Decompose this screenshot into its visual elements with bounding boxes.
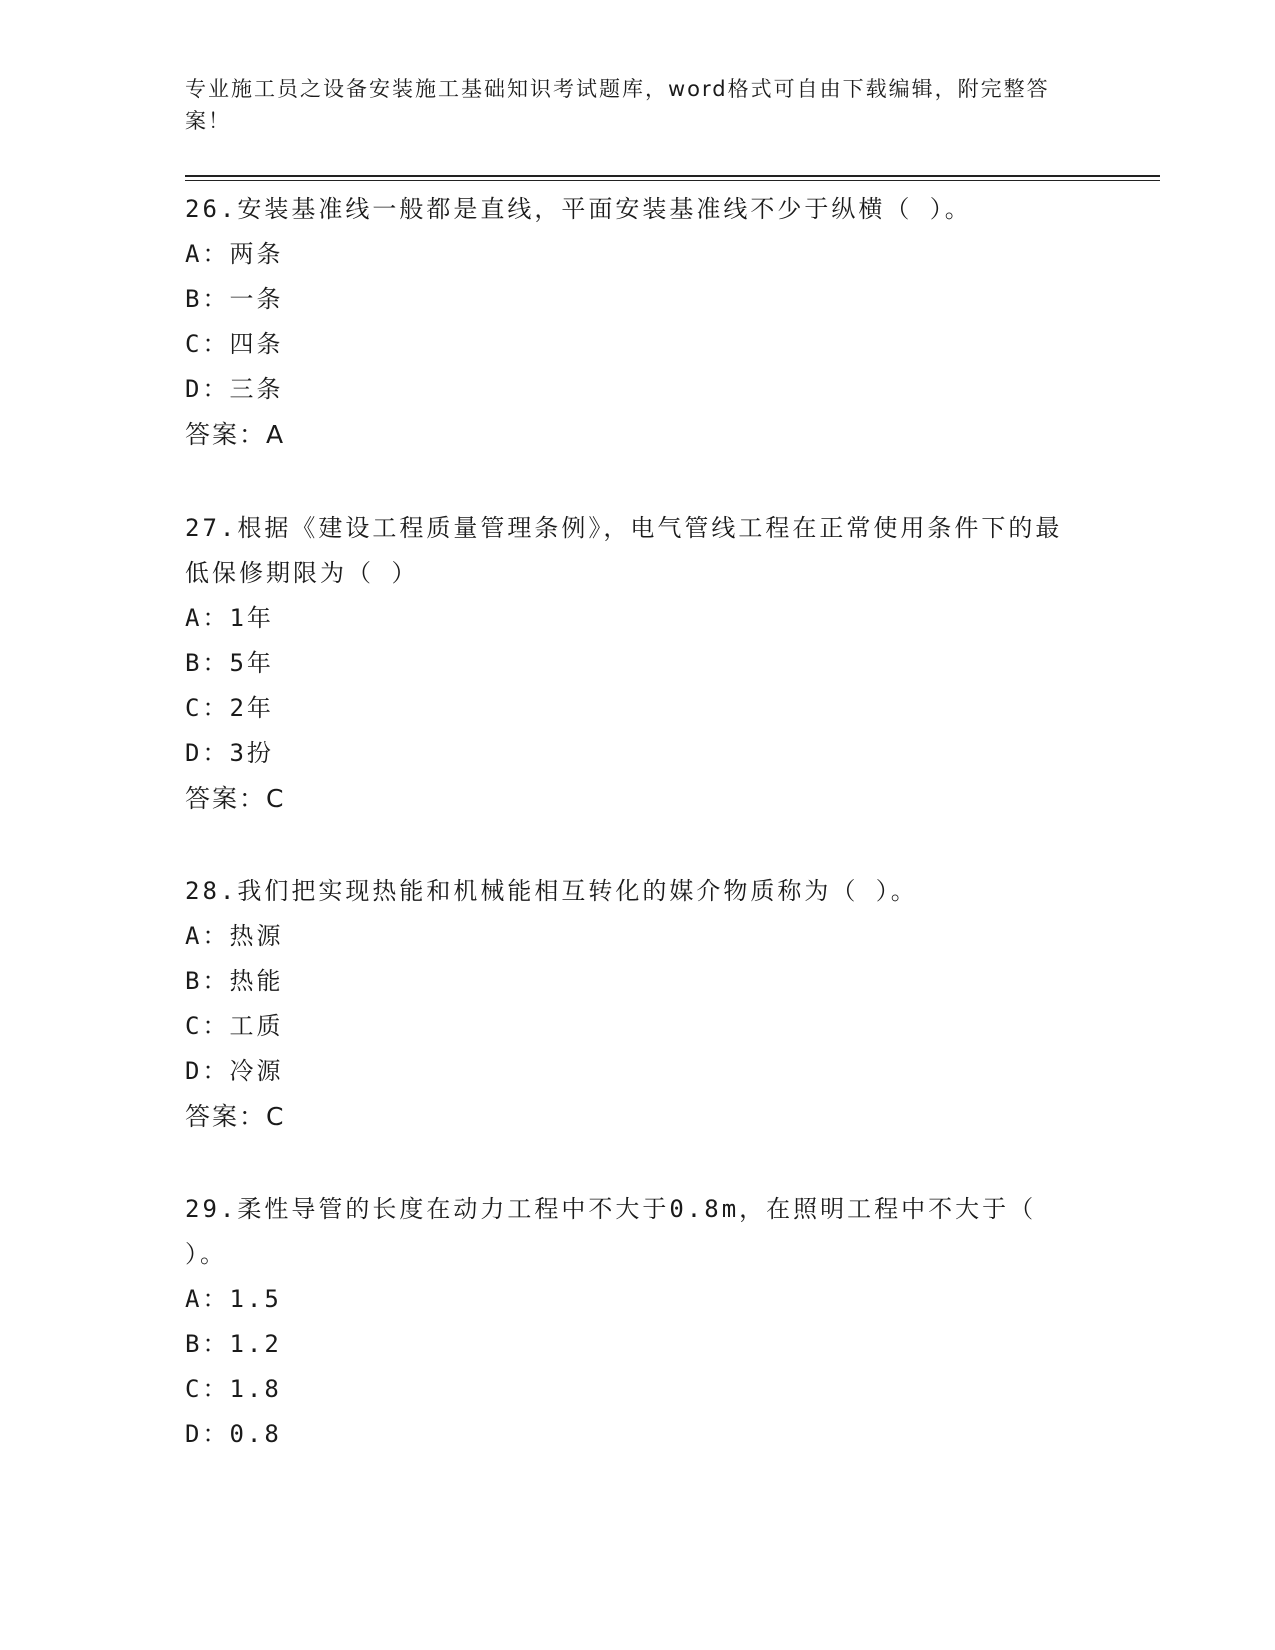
option-d	[185, 1412, 1065, 1457]
option-b	[185, 959, 1065, 1004]
question-text: 29.柔性导管的长度在动力工程中不大于0.8m，在照明工程中不大于（ ）。	[185, 1195, 1037, 1268]
document-page	[185, 73, 1160, 1448]
option-value: 3扮	[229, 739, 274, 767]
option-value: 两条	[229, 240, 284, 268]
option-b	[185, 1322, 1065, 1367]
option-value: 1.2	[229, 1330, 282, 1358]
option-a	[185, 914, 1065, 959]
option-key: B：	[185, 1330, 230, 1358]
option-key: A：	[185, 240, 230, 268]
question-text: 26.安装基准线一般都是直线，平面安装基准线不少于纵横（ ）。	[185, 195, 972, 223]
option-key: C：	[185, 330, 230, 358]
option-b	[185, 277, 1065, 322]
option-key: D：	[185, 375, 230, 403]
question-29	[185, 1187, 1065, 1457]
option-key: C：	[185, 1375, 230, 1403]
option-key: D：	[185, 739, 230, 767]
question-26	[185, 187, 1065, 457]
option-key: A：	[185, 604, 230, 632]
option-c	[185, 1367, 1065, 1412]
option-value: 一条	[229, 285, 284, 313]
header-divider	[185, 175, 1160, 181]
option-value: 5年	[229, 649, 274, 677]
option-c	[185, 322, 1065, 367]
option-value: 三条	[229, 375, 284, 403]
option-key: B：	[185, 649, 230, 677]
option-value: 1.8	[229, 1375, 282, 1403]
option-value: 2年	[229, 694, 274, 722]
option-key: C：	[185, 694, 230, 722]
option-a	[185, 232, 1065, 277]
question-27	[185, 506, 1065, 821]
option-d	[185, 731, 1065, 776]
option-key: A：	[185, 922, 230, 950]
option-a	[185, 596, 1065, 641]
option-value: 1年	[229, 604, 274, 632]
document-header: 专业施工员之设备安装施工基础知识考试题库，word格式可自由下载编辑，附完整答案！	[185, 77, 1050, 133]
answer-line: 答案：C	[185, 784, 286, 813]
question-28	[185, 869, 1065, 1139]
question-text: 27.根据《建设工程质量管理条例》，电气管线工程在正常使用条件下的最低保修期限为（ ）	[185, 514, 1063, 587]
option-value: 0.8	[229, 1420, 282, 1448]
option-value: 四条	[229, 330, 284, 358]
option-value: 工质	[229, 1012, 284, 1040]
option-key: B：	[185, 967, 230, 995]
option-key: B：	[185, 285, 230, 313]
answer-line: 答案：A	[185, 420, 286, 449]
option-value: 冷源	[229, 1057, 284, 1085]
option-b	[185, 641, 1065, 686]
option-value: 1.5	[229, 1285, 282, 1313]
option-key: D：	[185, 1057, 230, 1085]
option-key: A：	[185, 1285, 230, 1313]
option-d	[185, 367, 1065, 412]
option-c	[185, 1004, 1065, 1049]
option-key: D：	[185, 1420, 230, 1448]
option-d	[185, 1049, 1065, 1094]
option-key: C：	[185, 1012, 230, 1040]
option-value: 热源	[229, 922, 284, 950]
option-c	[185, 686, 1065, 731]
option-value: 热能	[229, 967, 284, 995]
answer-line: 答案：C	[185, 1102, 286, 1131]
question-text: 28.我们把实现热能和机械能相互转化的媒介物质称为（ ）。	[185, 877, 918, 905]
option-a	[185, 1277, 1065, 1322]
